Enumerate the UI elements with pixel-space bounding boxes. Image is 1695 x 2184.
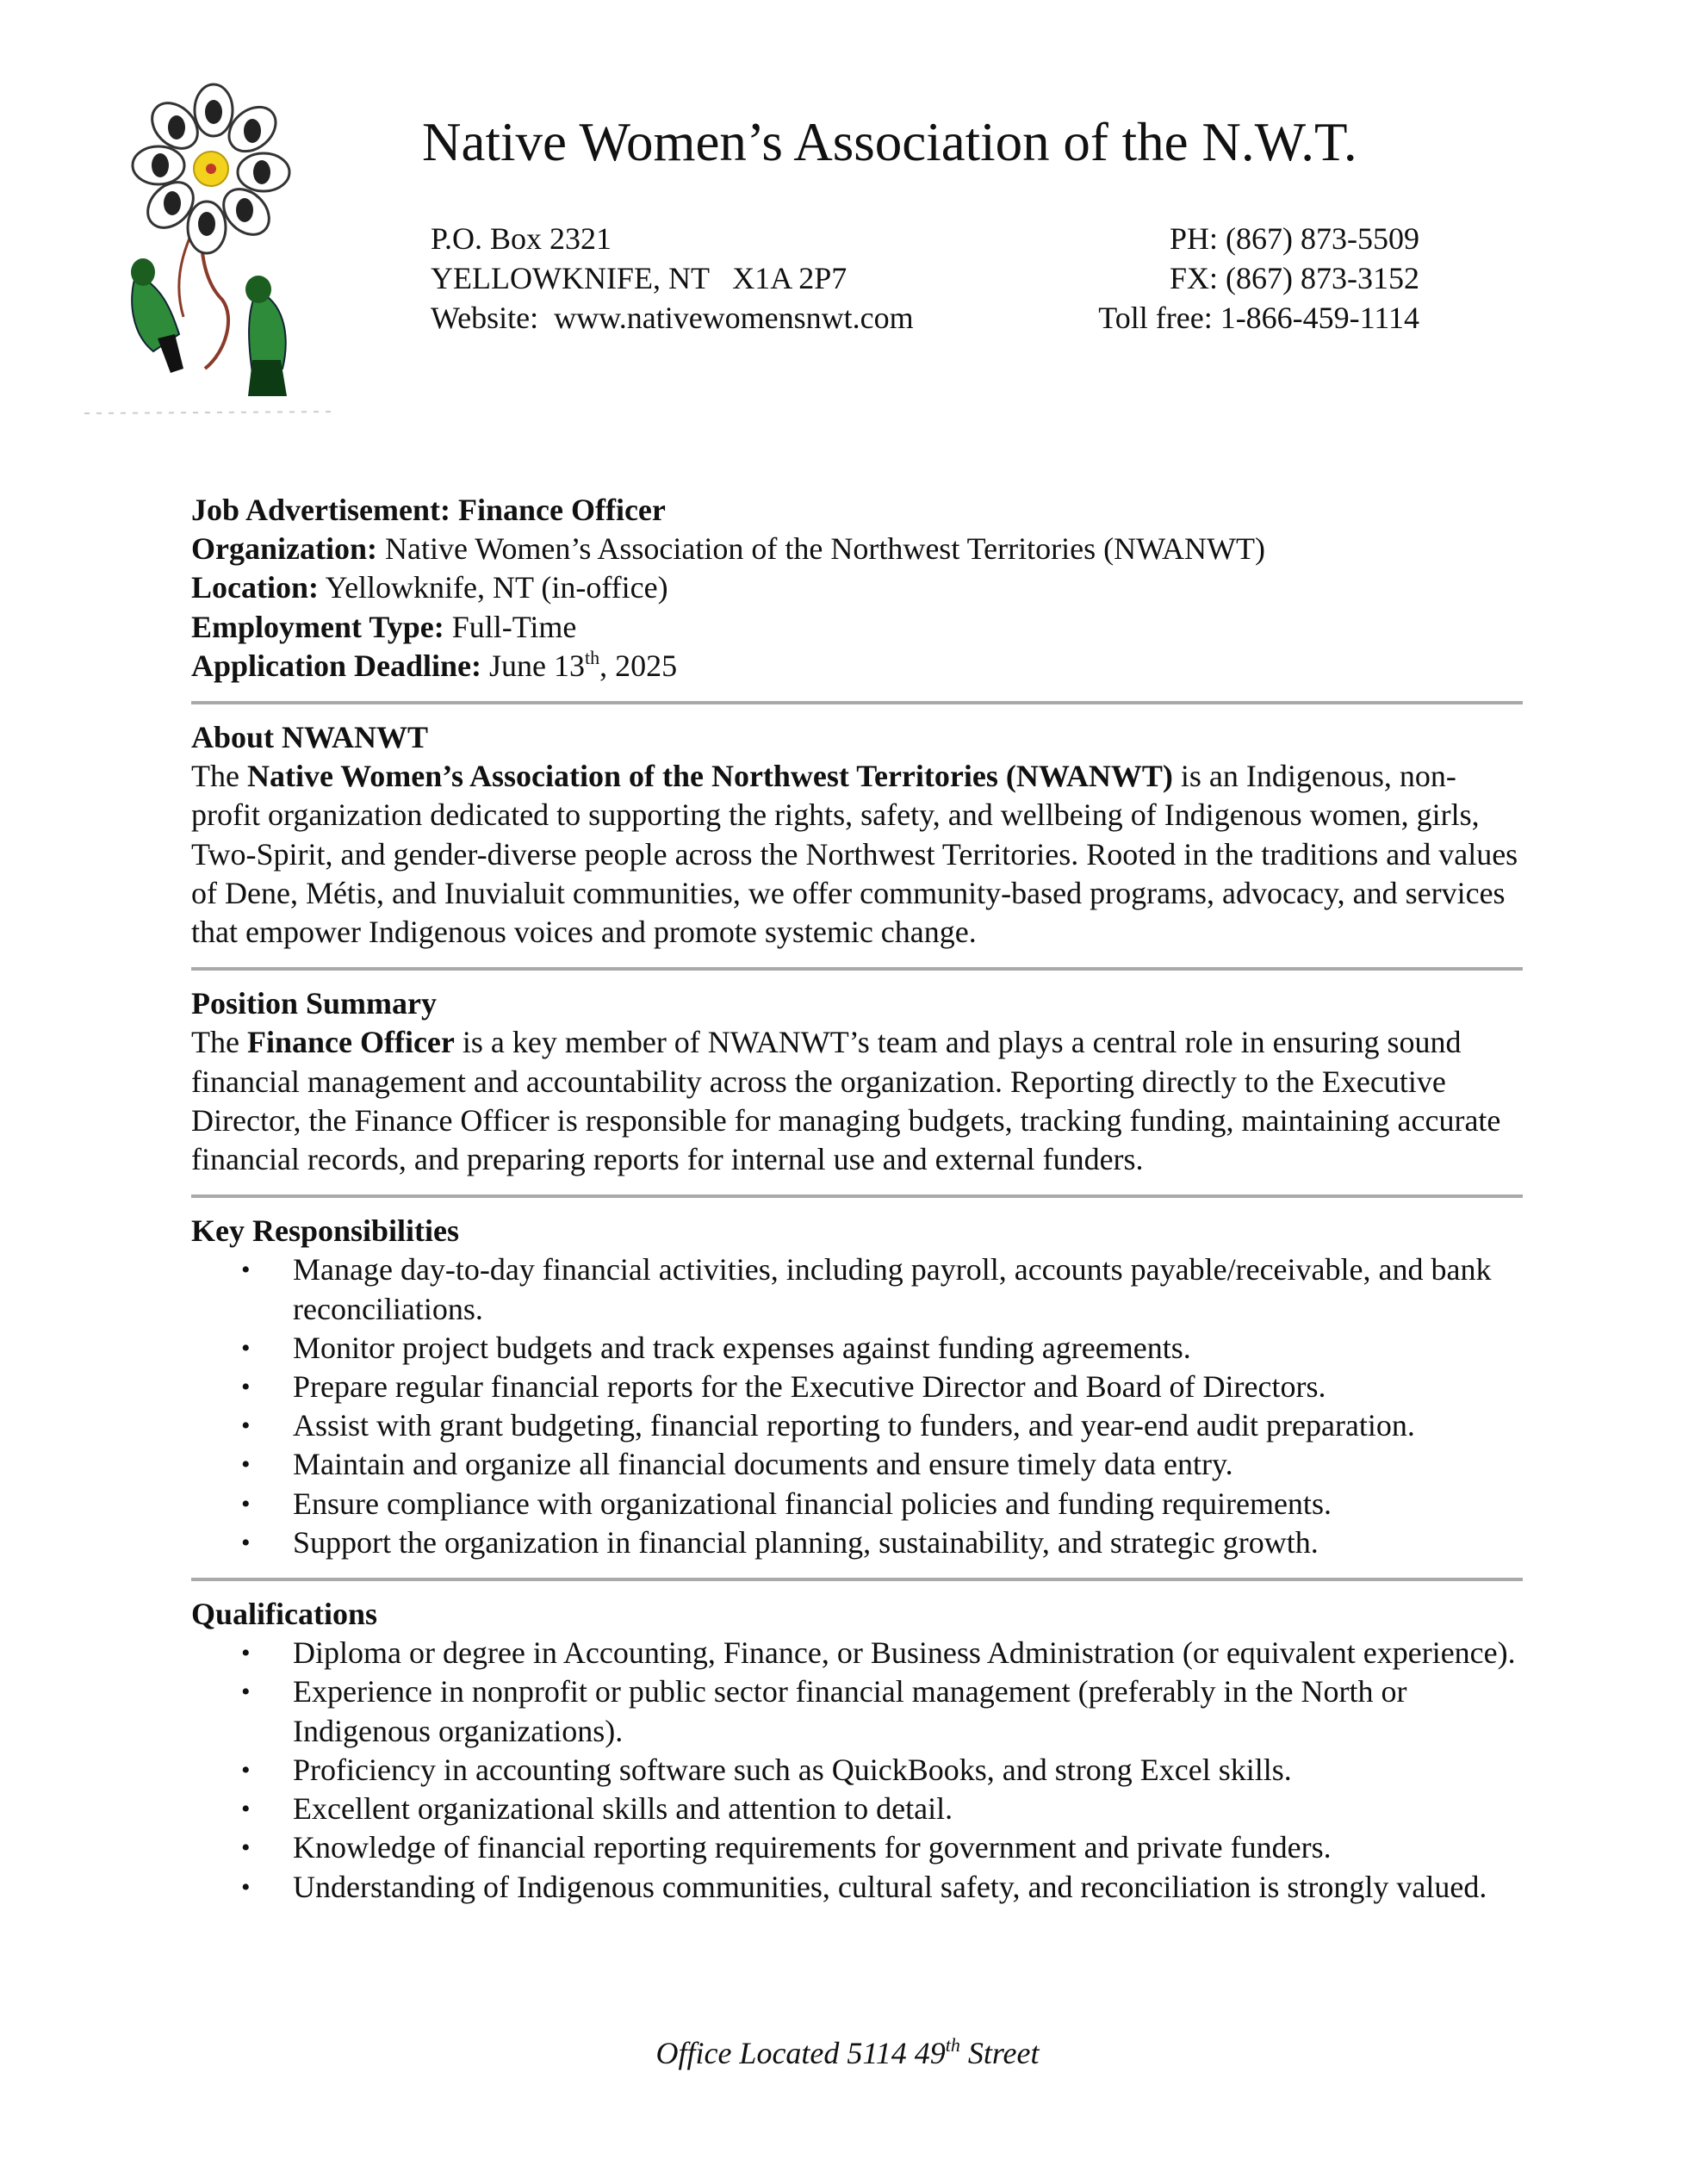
bullet-icon: •	[241, 1678, 251, 1707]
bullet-icon: •	[241, 1639, 251, 1668]
document-body	[191, 491, 1523, 1907]
bullet-icon: •	[241, 1256, 251, 1285]
bullet-icon: •	[241, 1412, 251, 1441]
section-divider	[191, 1194, 1523, 1198]
list-item-text: Understanding of Indigenous communities, cultural safety, and reconciliation is strongly valued.	[293, 1869, 1487, 1904]
list-item-text: Experience in nonprofit or public sector financial management (preferably in the North or Indigenous organizations).	[293, 1674, 1407, 1748]
deadline-value	[489, 648, 677, 683]
bullet-icon: •	[241, 1333, 251, 1362]
employment-type-line	[191, 608, 1523, 647]
location-line	[191, 568, 1523, 607]
list-item-text: Support the organization in financial planning, sustainability, and strategic growth.	[293, 1524, 1319, 1560]
list-item	[191, 1250, 1523, 1328]
qualifications-title: Qualifications	[191, 1597, 378, 1632]
list-item	[191, 1406, 1523, 1445]
summary-role: Finance Officer	[246, 1025, 455, 1060]
summary-title: Position Summary	[191, 986, 438, 1021]
location-value: Yellowknife, NT (in-office)	[325, 570, 668, 605]
deadline-label: Application Deadline:	[191, 648, 482, 683]
summary-paragraph	[191, 1023, 1523, 1179]
list-item-text: Excellent organizational skills and attention to detail.	[293, 1791, 953, 1827]
qualifications-section	[191, 1595, 1523, 1907]
website: Website: www.nativewomensnwt.com	[431, 301, 914, 335]
bullet-icon: •	[241, 1755, 251, 1784]
list-item	[191, 1485, 1523, 1523]
list-item	[191, 1868, 1523, 1907]
list-item	[191, 1523, 1523, 1562]
location-label: Location:	[191, 570, 319, 605]
list-item-text: Prepare regular financial reports for the Executive Director and Board of Directors.	[293, 1369, 1326, 1405]
list-item-text: Assist with grant budgeting, financial reporting to funders, and year-end audit preparation.	[293, 1408, 1415, 1443]
organization-value: Native Women’s Association of the Northwest Territories (NWANWT)	[384, 531, 1266, 567]
bullet-icon: •	[241, 1872, 251, 1902]
list-item	[191, 1329, 1523, 1368]
summary-body: is a key member of NWANWT’s team and plays a central role in ensuring sound financial management and accountability across the organization. Reporting directly to the Executive Director, the Finance Officer is responsible for managing budgets, tracking funding, maintaining accurate financial records, and preparing reports for internal use and external funders.	[191, 1025, 1501, 1177]
about-body: is an Indigenous, non-profit organization dedicated to supporting the rights, safety, and wellbeing of Indigenous women, girls, Two-Spirit, and gender-diverse people across the Northwest Territories. Rooted in the traditions and values of Dene, Métis, and Inuvialuit communities, we offer community-based programs, advocacy, and services that empower Indigenous voices and promote systemic change.	[191, 759, 1518, 950]
list-item	[191, 1828, 1523, 1867]
list-item	[191, 1790, 1523, 1828]
list-item	[191, 1751, 1523, 1790]
org-title: Native Women’s Association of the N.W.T.	[422, 112, 1357, 172]
summary-section	[191, 984, 1523, 1179]
list-item-text: Proficiency in accounting software such as QuickBooks, and strong Excel skills.	[293, 1752, 1292, 1787]
bullet-icon: •	[241, 1795, 251, 1824]
about-section	[191, 718, 1523, 952]
deadline-date: June 13	[489, 648, 586, 683]
job-ad-label: Job Advertisement:	[191, 493, 450, 527]
about-title: About NWANWT	[191, 720, 429, 755]
organization-line	[191, 530, 1523, 568]
contact-block	[1098, 219, 1419, 338]
list-item	[191, 1368, 1523, 1406]
employment-type-label: Employment Type:	[191, 609, 444, 644]
bullet-icon: •	[241, 1528, 251, 1557]
toll-free: Toll free: 1-866-459-1114	[1098, 301, 1419, 335]
footer-office-location	[0, 2034, 1695, 2073]
flower-logo	[76, 76, 351, 420]
po-box: P.O. Box 2321	[431, 221, 612, 256]
about-lead: The	[191, 759, 247, 794]
about-paragraph	[191, 757, 1523, 952]
bullet-icon: •	[241, 1489, 251, 1518]
list-item-text: Monitor project budgets and track expenses against funding agreements.	[293, 1330, 1191, 1365]
bullet-icon: •	[241, 1450, 251, 1480]
job-title-line	[191, 491, 1523, 530]
section-divider	[191, 967, 1523, 971]
phone: PH: (867) 873-5509	[1170, 221, 1419, 256]
footer-ordinal: th	[945, 2034, 960, 2056]
section-divider	[191, 701, 1523, 704]
responsibilities-title: Key Responsibilities	[191, 1213, 460, 1249]
responsibilities-section	[191, 1212, 1523, 1562]
footer-street: Street	[959, 2036, 1040, 2070]
about-org-name: Native Women’s Association of the Northwest Territories (NWANWT)	[246, 759, 1173, 794]
qualifications-list	[191, 1634, 1523, 1906]
deadline-line	[191, 647, 1523, 686]
list-item	[191, 1445, 1523, 1484]
organization-label: Organization:	[191, 531, 377, 567]
section-divider	[191, 1578, 1523, 1581]
job-ad-value: Finance Officer	[457, 493, 666, 527]
list-item-text: Knowledge of financial reporting requirements for government and private funders.	[293, 1830, 1332, 1865]
city-line: YELLOWKNIFE, NT X1A 2P7	[431, 261, 848, 295]
employment-type-value: Full-Time	[451, 609, 577, 644]
fax: FX: (867) 873-3152	[1170, 261, 1419, 295]
list-item-text: Ensure compliance with organizational financial policies and funding requirements.	[293, 1486, 1332, 1521]
summary-lead: The	[191, 1025, 247, 1060]
list-item-text: Diploma or degree in Accounting, Finance, or Business Administration (or equivalent experience).	[293, 1635, 1516, 1671]
bullet-icon: •	[241, 1373, 251, 1402]
footer-text: Office Located 5114 49	[655, 2036, 946, 2070]
address-block	[431, 219, 914, 338]
list-item-text: Manage day-to-day financial activities, including payroll, accounts payable/receivable, and bank reconciliations.	[293, 1252, 1492, 1326]
bullet-icon: •	[241, 1833, 251, 1863]
list-item	[191, 1634, 1523, 1672]
job-meta	[191, 491, 1523, 686]
list-item	[191, 1672, 1523, 1750]
responsibilities-list	[191, 1250, 1523, 1562]
list-item-text: Maintain and organize all financial documents and ensure timely data entry.	[293, 1447, 1233, 1482]
deadline-ordinal: th	[585, 646, 600, 668]
deadline-year: , 2025	[599, 648, 678, 683]
